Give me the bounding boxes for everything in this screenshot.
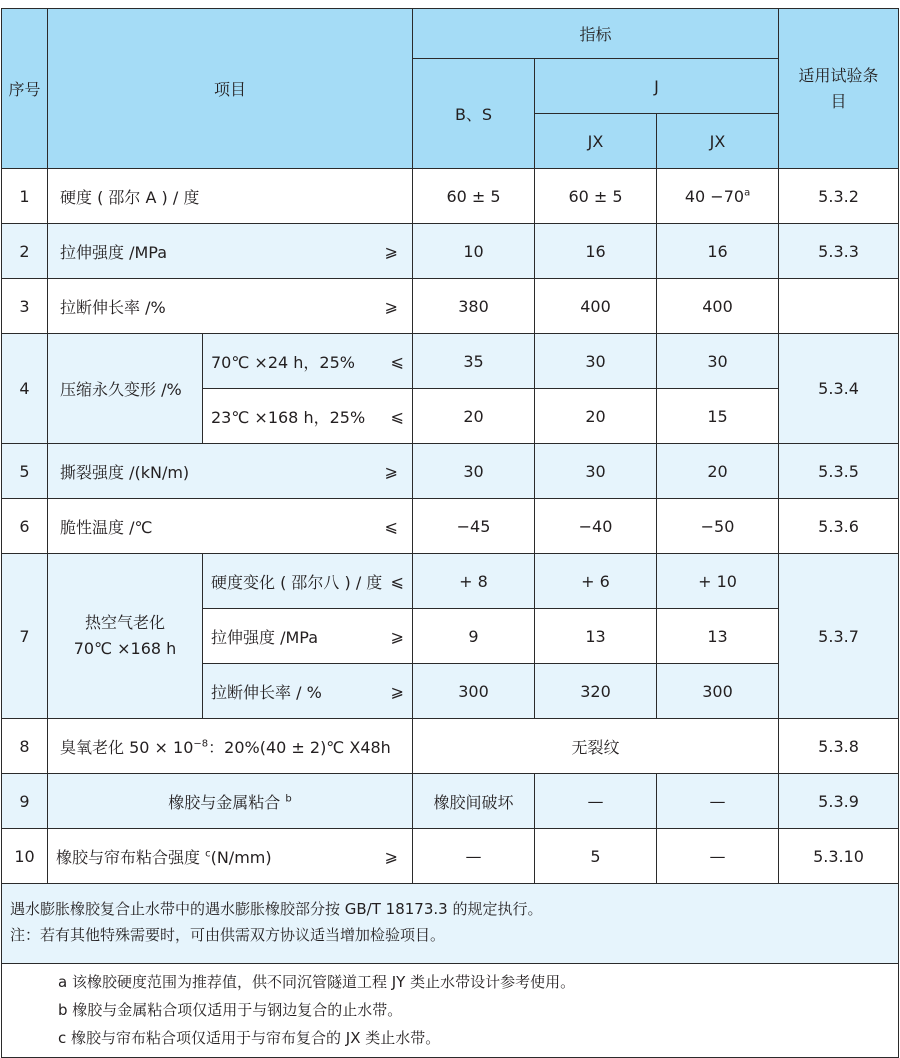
cell-jx2: 30	[657, 334, 779, 389]
row-seq: 1	[2, 169, 48, 224]
comparison-symbol: ⩽	[390, 351, 405, 371]
exponent: −8	[193, 738, 209, 750]
row-item-label: 橡胶与帘布粘合强度	[56, 847, 206, 867]
sub-item-label: 硬度变化 ( 邵尔八 ) / 度	[211, 572, 383, 592]
cell-jx1: −40	[535, 499, 657, 554]
row-item	[48, 499, 413, 554]
comparison-symbol: ⩾	[390, 681, 405, 701]
footnotes-row	[2, 964, 899, 1058]
row-seq: 9	[2, 774, 48, 829]
footnote-marker: a	[744, 187, 751, 199]
sub-item-label: 23℃ ×168 h，25%	[211, 407, 366, 427]
note-line-1: 遇水膨胀橡胶复合止水带中的遇水膨胀橡胶部分按 GB/T 18173.3 的规定执行。	[10, 900, 543, 918]
cell-jx1: 30	[535, 334, 657, 389]
row-seq: 4	[2, 334, 48, 444]
comparison-symbol: ⩾	[384, 846, 399, 866]
cell-bs: 20	[413, 389, 535, 444]
cell-bs: 35	[413, 334, 535, 389]
cell-bs: 9	[413, 609, 535, 664]
comparison-symbol: ⩾	[390, 626, 405, 646]
row-seq: 8	[2, 719, 48, 774]
row-item-label: 拉断伸长率 /%	[60, 297, 166, 317]
cell-jx1: 5	[535, 829, 657, 884]
row-item: 压缩永久变形 /%	[48, 334, 203, 444]
comparison-symbol: ⩾	[384, 461, 399, 481]
comparison-symbol: ⩽	[390, 571, 405, 591]
cell-bs: −45	[413, 499, 535, 554]
cell-jx1: 13	[535, 609, 657, 664]
row-seq: 5	[2, 444, 48, 499]
row-item	[48, 554, 203, 719]
comparison-symbol: ⩽	[384, 516, 399, 536]
row-clause: 5.3.5	[779, 444, 899, 499]
row-seq: 2	[2, 224, 48, 279]
row-clause: 5.3.10	[779, 829, 899, 884]
cell-jx1: 30	[535, 444, 657, 499]
footnote-marker: c	[205, 848, 211, 860]
table-row	[2, 334, 899, 389]
footnote-marker: b	[285, 793, 292, 805]
cell-jx1: 16	[535, 224, 657, 279]
sub-item-label: 拉伸强度 /MPa	[211, 627, 319, 647]
row-item-line-1: 热空气老化	[84, 613, 165, 632]
sub-item-label: 70℃ ×24 h，25%	[211, 352, 355, 372]
row-item-label: 撕裂强度 /(kN/m)	[60, 462, 190, 482]
cell-bs: 10	[413, 224, 535, 279]
row-item-label: 臭氧老化 50 × 10	[60, 737, 194, 757]
row-item-label: 拉伸强度 /MPa	[60, 242, 168, 262]
sub-item	[203, 554, 413, 609]
sub-item-label: 拉断伸长率 / %	[211, 682, 322, 702]
cell-bs: 380	[413, 279, 535, 334]
cell-jx1: 60 ± 5	[535, 169, 657, 224]
comparison-symbol: ⩾	[384, 241, 399, 261]
header-jx-2: JX	[657, 114, 779, 169]
row-item	[48, 444, 413, 499]
row-item	[48, 774, 413, 829]
cell-bs: 30	[413, 444, 535, 499]
cell-jx2: —	[657, 829, 779, 884]
cell-jx2: 15	[657, 389, 779, 444]
row-seq: 3	[2, 279, 48, 334]
row-item	[48, 719, 413, 774]
cell-jx2: —	[657, 774, 779, 829]
table-row	[2, 774, 899, 829]
row-item-label: 脆性温度 /℃	[60, 517, 153, 537]
cell-jx2: 16	[657, 224, 779, 279]
cell-bs: 60 ± 5	[413, 169, 535, 224]
header-applicable: 适用试验条目	[779, 9, 899, 169]
row-item	[48, 279, 413, 334]
table-row	[2, 499, 899, 554]
row-clause: 5.3.2	[779, 169, 899, 224]
header-j: J	[535, 59, 779, 114]
footnote-a: a 该橡胶硬度范围为推荐值，供不同沉管隧道工程 JY 类止水带设计参考使用。	[58, 973, 576, 991]
cell-jx2	[657, 169, 779, 224]
table-row	[2, 279, 899, 334]
header-indicator: 指标	[413, 9, 779, 59]
header-seq: 序号	[2, 9, 48, 169]
spec-table	[1, 8, 899, 1058]
cell-jx2: 20	[657, 444, 779, 499]
header-bs: B、S	[413, 59, 535, 169]
row-clause	[779, 279, 899, 334]
cell-jx1: 400	[535, 279, 657, 334]
cell-bs: —	[413, 829, 535, 884]
table-row	[2, 554, 899, 609]
row-item-line-2: 70℃ ×168 h	[73, 639, 177, 658]
cell-bs: 橡胶间破坏	[413, 774, 535, 829]
sub-item	[203, 389, 413, 444]
header-item: 项目	[48, 9, 413, 169]
table-row	[2, 169, 899, 224]
notes-row	[2, 884, 899, 964]
cell-jx1: 320	[535, 664, 657, 719]
row-item: 硬度 ( 邵尔 A ) / 度	[48, 169, 413, 224]
header-jx-1: JX	[535, 114, 657, 169]
table-row	[2, 829, 899, 884]
cell-bs: + 8	[413, 554, 535, 609]
row-item-label: 橡胶与金属粘合	[168, 792, 286, 812]
note-line-2: 注：若有其他特殊需要时，可由供需双方协议适当增加检验项目。	[10, 926, 446, 944]
table-row	[2, 224, 899, 279]
footnote-b: b 橡胶与金属粘合项仅适用于与钢边复合的止水带。	[58, 1001, 403, 1019]
cell-jx1: + 6	[535, 554, 657, 609]
row-seq: 6	[2, 499, 48, 554]
footnotes-cell	[2, 964, 899, 1058]
row-clause: 5.3.9	[779, 774, 899, 829]
sub-item	[203, 334, 413, 389]
cell-jx1: —	[535, 774, 657, 829]
row-clause: 5.3.8	[779, 719, 899, 774]
comparison-symbol: ⩽	[390, 406, 405, 426]
row-clause: 5.3.7	[779, 554, 899, 719]
row-seq: 10	[2, 829, 48, 884]
comparison-symbol: ⩾	[384, 296, 399, 316]
row-item-label-suffix: ：20%(40 ± 2)℃ X48h	[208, 737, 391, 757]
cell-jx2: 300	[657, 664, 779, 719]
cell-jx2: 13	[657, 609, 779, 664]
row-clause: 5.3.3	[779, 224, 899, 279]
cell-jx2-value: 40 −70	[684, 186, 745, 206]
cell-jx1: 20	[535, 389, 657, 444]
sub-item	[203, 609, 413, 664]
cell-jx2: −50	[657, 499, 779, 554]
row-item-unit: (N/mm)	[210, 847, 272, 867]
row-item	[48, 829, 413, 884]
sub-item	[203, 664, 413, 719]
row-item	[48, 224, 413, 279]
row-clause: 5.3.4	[779, 334, 899, 444]
notes-cell	[2, 884, 899, 964]
header-row-1	[2, 9, 899, 59]
cell-bs: 300	[413, 664, 535, 719]
cell-jx2: + 10	[657, 554, 779, 609]
row-clause: 5.3.6	[779, 499, 899, 554]
footnote-c: c 橡胶与帘布粘合项仅适用于与帘布复合的 JX 类止水带。	[58, 1029, 441, 1047]
table-row	[2, 444, 899, 499]
cell-merged: 无裂纹	[413, 719, 779, 774]
cell-jx2: 400	[657, 279, 779, 334]
row-seq: 7	[2, 554, 48, 719]
table-row	[2, 719, 899, 774]
